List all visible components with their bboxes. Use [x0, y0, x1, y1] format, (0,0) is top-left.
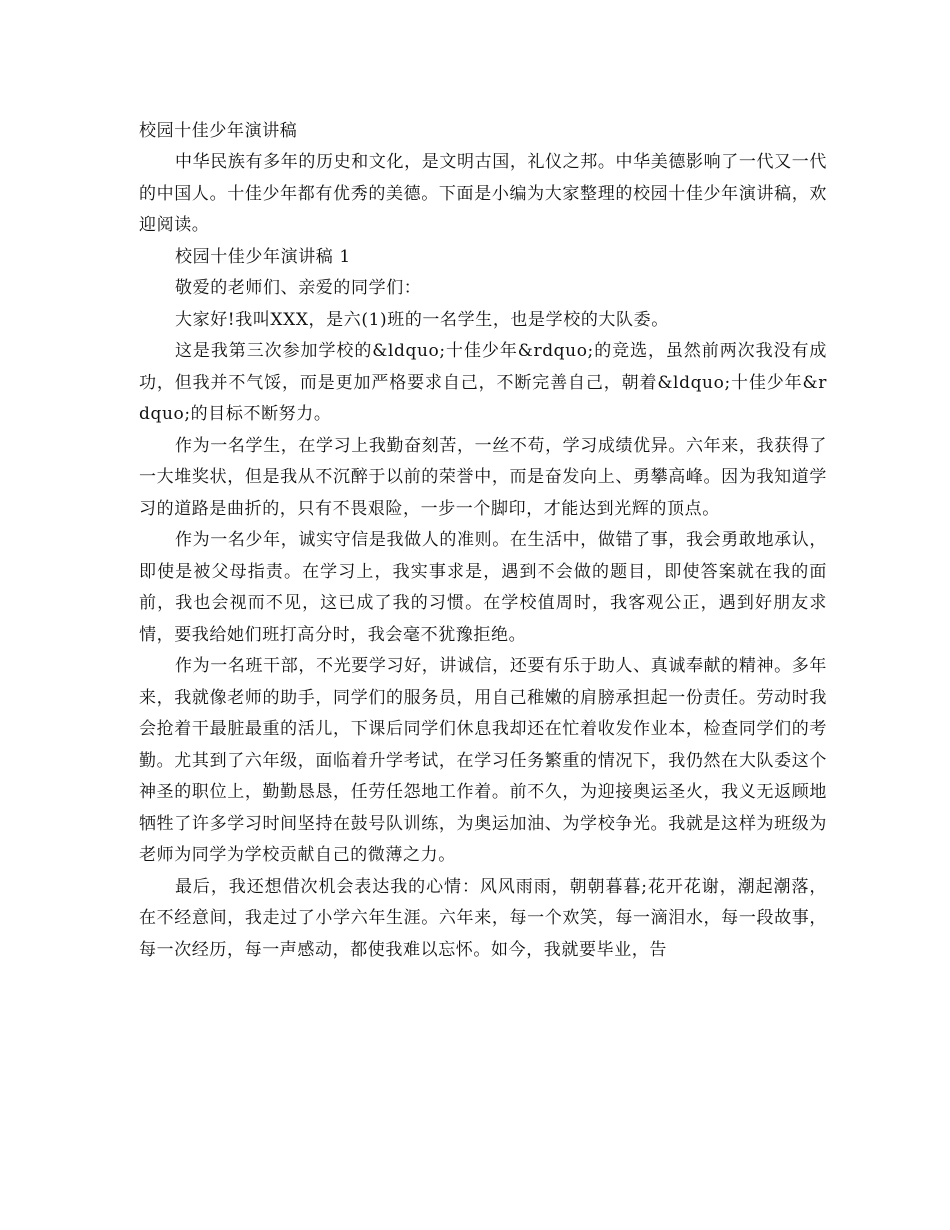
document-page — [139, 117, 827, 966]
paragraph-study: 作为一名学生，在学习上我勤奋刻苦，一丝不苟，学习成绩优异。六年来，我获得了一大堆奖状，但是我从不沉醉于以前的荣誉中，而是奋发向上、勇攀高峰。因为我知道学习的道路是曲折的，只有不畏艰险，一步一个脚印，才能达到光辉的顶点。 — [139, 435, 827, 519]
paragraph-closing: 最后，我还想借次机会表达我的心情：风风雨雨，朝朝暮暮;花开花谢，潮起潮落，在不经意间，我走过了小学六年生涯。六年来，每一个欢笑，每一滴泪水，每一段故事，每一次经历，每一声感动，都使我难以忘怀。如今，我就要毕业，告 — [139, 876, 827, 960]
paragraph-self-intro: 大家好!我叫XXX，是六(1)班的一名学生，也是学校的大队委。 — [175, 309, 669, 330]
paragraph-subtitle: 校园十佳少年演讲稿 1 — [175, 246, 351, 267]
paragraph-class-cadre: 作为一名班干部，不光要学习好，讲诚信，还要有乐于助人、真诚奉献的精神。多年来，我就像老师的助手，同学们的服务员，用自己稚嫩的肩膀承担起一份责任。劳动时我会抢着干最脏最重的活儿，下课后同学们休息我却还在忙着收发作业本，检查同学们的考勤。尤其到了六年级，面临着升学考试，在学习任务繁重的情况下，我仍然在大队委这个神圣的职位上，勤勤恳恳，任劳任怨地工作着。前不久，为迎接奥运圣火，我义无返顾地牺牲了许多学习时间坚持在鼓号队训练，为奥运加油、为学校争光。我就是这样为班级为老师为同学为学校贡献自己的微薄之力。 — [139, 656, 827, 865]
paragraph-election: 这是我第三次参加学校的&ldquo;十佳少年&rdquo;的竞选，虽然前两次我没有成功，但我并不气馁，而是更加严格要求自己，不断完善自己，朝着&ldquo;十佳少年&rdquo;的目标不断努力。 — [139, 341, 827, 424]
paragraph-intro: 中华民族有多年的历史和文化，是文明古国，礼仪之邦。中华美德影响了一代又一代的中国人。十佳少年都有优秀的美德。下面是小编为大家整理的校园十佳少年演讲稿，欢迎阅读。 — [139, 152, 827, 235]
paragraph-greeting: 敬爱的老师们、亲爱的同学们： — [175, 278, 422, 298]
paragraph-honesty: 作为一名少年，诚实守信是我做人的准则。在生活中，做错了事，我会勇敢地承认，即使是被父母指责。在学习上，我实事求是，遇到不会做的题目，即使答案就在我的面前，我也会视而不见，这已成了我的习惯。在学校值周时，我客观公正，遇到好朋友求情，要我给她们班打高分时，我会毫不犹豫拒绝。 — [139, 530, 827, 645]
document-title: 校园十佳少年演讲稿 — [139, 121, 298, 141]
